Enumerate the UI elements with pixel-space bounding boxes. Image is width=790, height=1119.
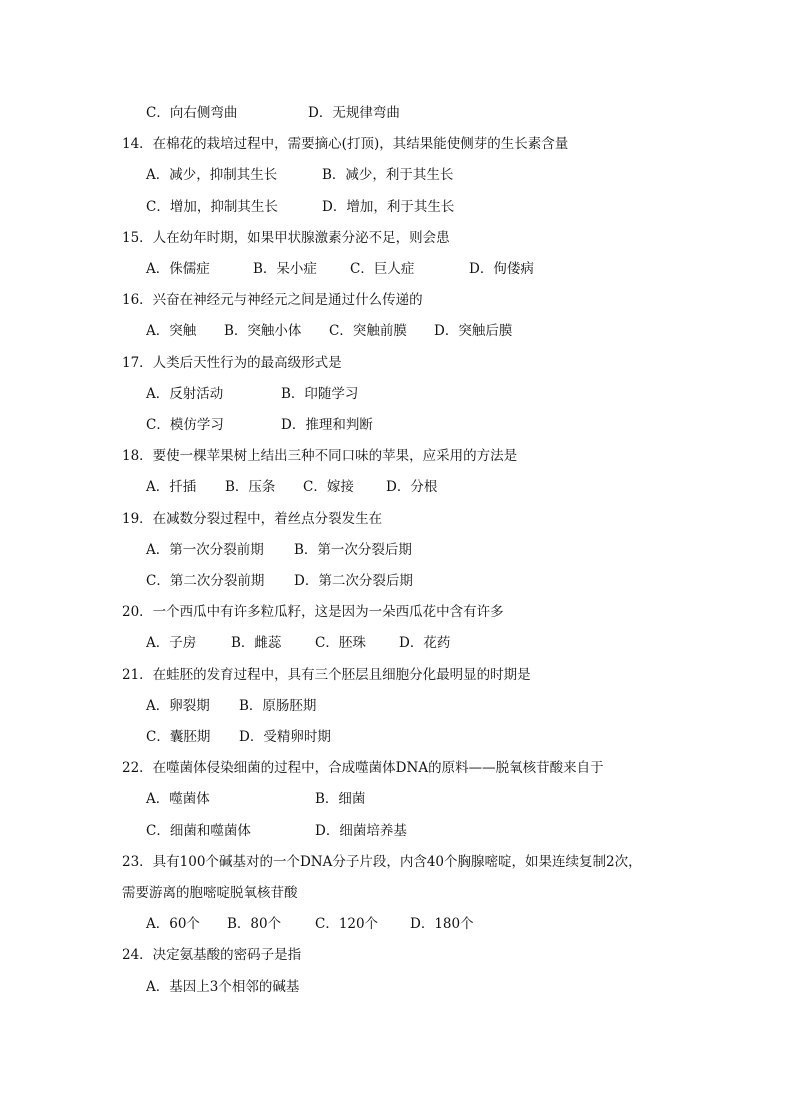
question-text: 21．在蛙胚的发育过程中，具有三个胚层且细胞分化最明显的时期是 <box>122 667 531 683</box>
answer-option: A．突触 <box>146 323 197 339</box>
answer-option: A．基因上3个相邻的碱基 <box>146 979 300 995</box>
answer-option: B．第一次分裂后期 <box>294 542 412 558</box>
question-text: 需要游离的胞嘧啶脱氧核苷酸 <box>122 885 298 901</box>
question-text: 14．在棉花的栽培过程中，需要摘心(打顶)，其结果能使侧芽的生长素含量 <box>122 136 569 152</box>
answer-option: C．增加，抑制其生长 <box>146 199 278 215</box>
answer-option: D．推理和判断 <box>281 417 373 433</box>
answer-option: B．80个 <box>227 916 282 932</box>
answer-option: C．第二次分裂前期 <box>146 573 265 589</box>
answer-option: A．侏儒症 <box>146 261 210 277</box>
question-text: 18．要使一棵苹果树上结出三种不同口味的苹果，应采用的方法是 <box>122 448 518 464</box>
question-text: 23．具有100个碱基对的一个DNA分子片段，内含40个胸腺嘧啶，如果连续复制2次， <box>122 854 642 870</box>
answer-option: B．压条 <box>225 479 276 495</box>
answer-option: D．180个 <box>410 916 474 932</box>
answer-option: D．受精卵时期 <box>239 729 331 745</box>
answer-option: C．突触前膜 <box>329 323 407 339</box>
answer-option: C．胚珠 <box>315 635 366 651</box>
answer-option: C．向右侧弯曲 <box>146 105 238 121</box>
question-text: 16．兴奋在神经元与神经元之间是通过什么传递的 <box>122 292 423 308</box>
answer-option: D．无规律弯曲 <box>308 105 400 121</box>
question-text: 22．在噬菌体侵染细菌的过程中，合成噬菌体DNA的原料——脱氧核苷酸来自于 <box>122 760 604 776</box>
answer-option: A．卵裂期 <box>146 698 210 714</box>
answer-option: B．减少，利于其生长 <box>322 167 454 183</box>
question-text: 20．一个西瓜中有许多粒瓜籽，这是因为一朵西瓜花中含有许多 <box>122 604 504 620</box>
answer-option: D．增加，利于其生长 <box>322 199 455 215</box>
answer-option: A．扦插 <box>146 479 197 495</box>
answer-option: D．第二次分裂后期 <box>294 573 413 589</box>
question-text: 15．人在幼年时期，如果甲状腺激素分泌不足，则会患 <box>122 230 450 246</box>
answer-option: B．细菌 <box>315 791 366 807</box>
question-text: 19．在减数分裂过程中，着丝点分裂发生在 <box>122 511 383 527</box>
answer-option: D．花药 <box>399 635 451 651</box>
answer-option: B．印随学习 <box>281 386 359 402</box>
answer-option: B．原肠胚期 <box>239 698 317 714</box>
answer-option: D．细菌培养基 <box>315 823 407 839</box>
answer-option: D．突触后膜 <box>434 323 513 339</box>
answer-option: A．减少，抑制其生长 <box>146 167 278 183</box>
answer-option: C．模仿学习 <box>146 417 224 433</box>
answer-option: B．突触小体 <box>224 323 302 339</box>
answer-option: B．雌蕊 <box>231 635 282 651</box>
answer-option: D．佝偻病 <box>469 261 534 277</box>
answer-option: C．巨人症 <box>350 261 415 277</box>
answer-option: D．分根 <box>386 479 438 495</box>
answer-option: A．60个 <box>146 916 200 932</box>
answer-option: A．噬菌体 <box>146 791 210 807</box>
answer-option: C．囊胚期 <box>146 729 211 745</box>
question-text: 24．决定氨基酸的密码子是指 <box>122 947 302 963</box>
answer-option: B．呆小症 <box>253 261 317 277</box>
answer-option: A．子房 <box>146 635 197 651</box>
answer-option: C．120个 <box>315 916 379 932</box>
answer-option: C．细菌和噬菌体 <box>146 823 251 839</box>
answer-option: A．反射活动 <box>146 386 224 402</box>
answer-option: A．第一次分裂前期 <box>146 542 264 558</box>
answer-option: C．嫁接 <box>303 479 354 495</box>
question-text: 17．人类后天性行为的最高级形式是 <box>122 355 342 371</box>
